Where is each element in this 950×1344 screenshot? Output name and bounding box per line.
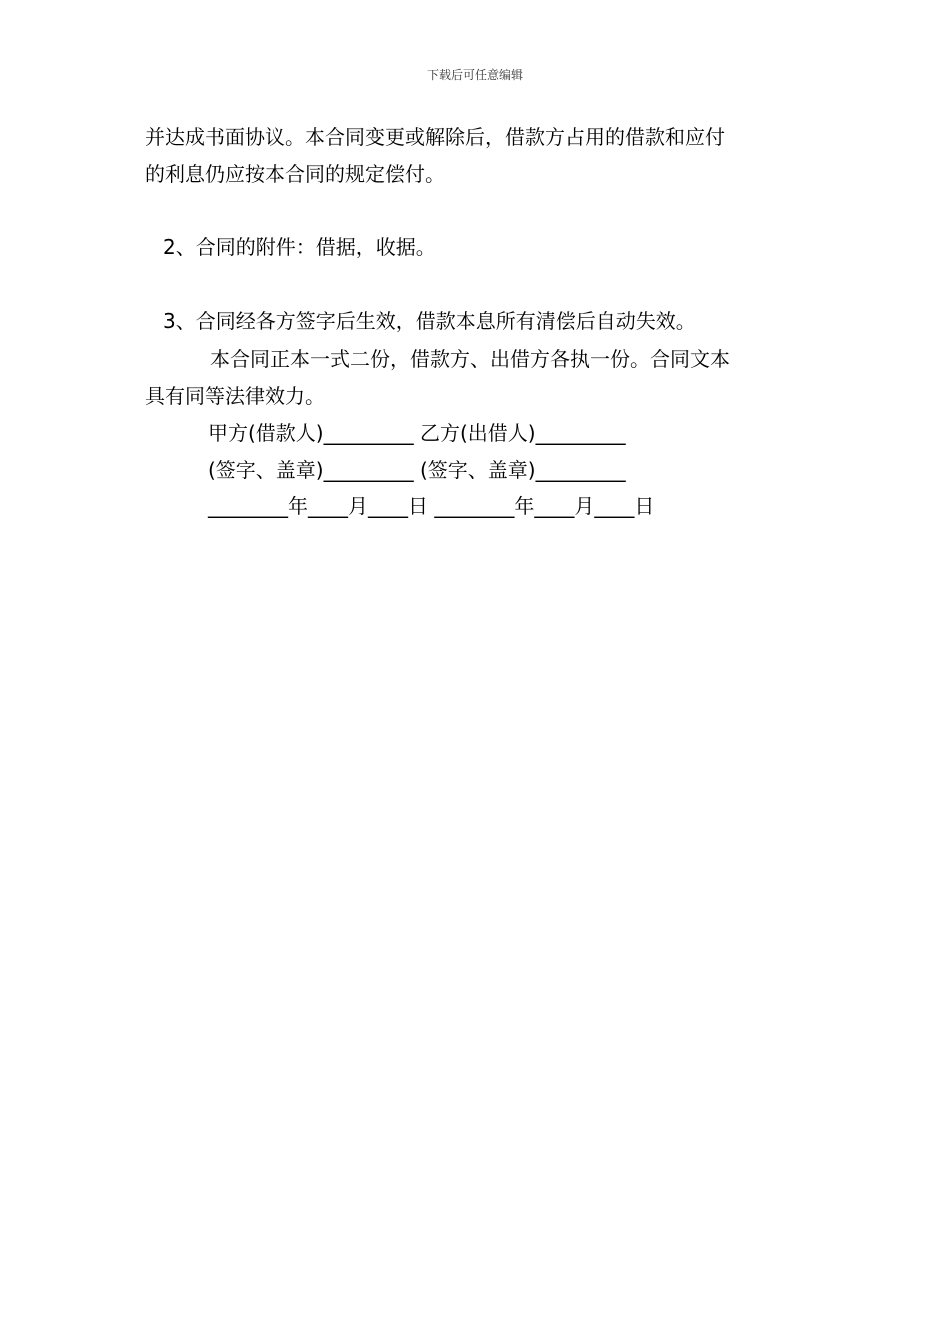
paragraph-line: 本合同正本一式二份，借款方、出借方各执一份。合同文本 — [210, 347, 730, 371]
clause-item-2: 2、合同的附件：借据，收据。 — [163, 235, 436, 259]
signature-parties-line: 甲方(借款人)_________ 乙方(出借人)_________ — [208, 421, 626, 445]
page-header-note: 下载后可任意编辑 — [426, 68, 523, 82]
signature-seal-line: (签字、盖章)_________ (签字、盖章)_________ — [208, 458, 626, 482]
paragraph-line: 的利息仍应按本合同的规定偿付。 — [145, 162, 445, 186]
clause-item-3: 3、合同经各方签字后生效，借款本息所有清偿后自动失效。 — [163, 309, 696, 333]
paragraph-line: 具有同等法律效力。 — [145, 384, 325, 408]
paragraph-line: 并达成书面协议。本合同变更或解除后，借款方占用的借款和应付 — [145, 125, 725, 149]
signature-date-line: ________年____月____日 ________年____月____日 — [208, 494, 655, 518]
